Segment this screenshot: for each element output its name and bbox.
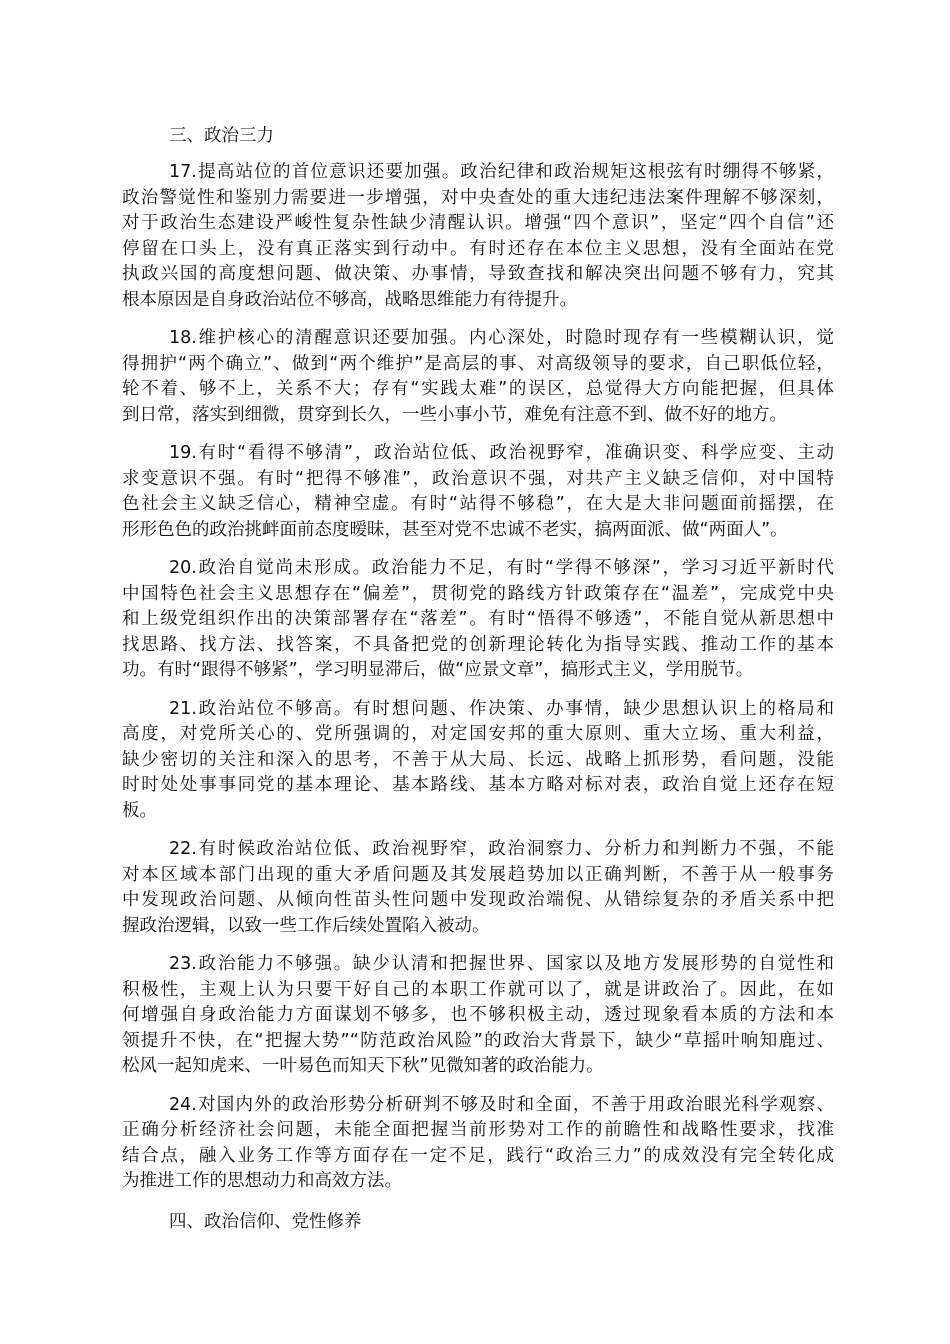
paragraph-line: 得拥护“两个确立”、做到“两个维护”是高层的事、对高级领导的要求，自己职低位轻，	[122, 353, 834, 374]
paragraph-line: 到日常，落实到细微，贯穿到长久，一些小事小节，难免有注意不到、做不好的地方。	[122, 404, 787, 425]
paragraph-20	[122, 556, 834, 684]
paragraph-line: 为推进工作的思想动力和高效方法。	[122, 1171, 402, 1191]
paragraph-line: 对于政治生态建设严峻性复杂性缺少清醒认识。增强“四个意识”，坚定“四个自信”还	[122, 213, 834, 233]
paragraph-line: 23.政治能力不够强。缺少认清和把握世界、国家以及地方发展形势的自觉性和	[169, 954, 834, 974]
paragraph-line: 领提升不快，在“把握大势”“防范政治风险”的政治大背景下，缺少“草摇叶响知鹿过、	[122, 1030, 834, 1051]
document-page	[122, 122, 834, 1237]
paragraph-line: 找思路、找方法、找答案，不具备把党的创新理论转化为指导实践、推动工作的基本	[122, 634, 834, 655]
paragraph-line: 结合点，融入业务工作等方面存在一定不足，践行“政治三力”的成效没有完全转化成	[122, 1145, 834, 1166]
paragraph-line: 20.政治自觉尚未形成。政治能力不足，有时“学得不够深”，学习习近平新时代	[169, 558, 834, 578]
paragraph-line: 何增强自身政治能力方面谋划不够多，也不够积极主动，透过现象看本质的方法和本	[122, 1005, 834, 1025]
paragraph-line: 积极性，主观上认为只要干好自己的本职工作就可以了，就是讲政治了。因此，在如	[122, 979, 834, 1000]
paragraph-line: 高度，对党所关心的、党所强调的，对定国安邦的重大原则、重大立场、重大利益，	[122, 724, 834, 744]
paragraph-line: 对本区域本部门出现的重大矛盾问题及其发展趋势加以正确判断，不善于从一般事务	[122, 864, 834, 885]
paragraph-line: 求变意识不强。有时“把得不够准”，政治意识不强，对共产主义缺乏信仰，对中国特	[122, 468, 834, 489]
paragraph-line: 政治警觉性和鉴别力需要进一步增强，对中央查处的重大违纪违法案件理解不够深刻，	[122, 187, 834, 208]
paragraph-19	[122, 441, 834, 543]
paragraph-line: 24.对国内外的政治形势分析研判不够及时和全面，不善于用政治眼光科学观察、	[169, 1094, 834, 1115]
paragraph-line: 和上级党组织作出的决策部署存在“落差”。有时“悟得不够透”，不能自觉从新思想中	[122, 609, 834, 629]
section-heading-political-three-capabilities: 三、政治三力	[169, 126, 274, 146]
paragraph-line: 松风一起知虎来、一叶易色而知天下秋”见微知著的政治能力。	[122, 1056, 604, 1076]
paragraph-line: 中发现政治问题、从倾向性苗头性问题中发现政治端倪、从错综复杂的矛盾关系中把	[122, 890, 834, 910]
paragraph-line: 停留在口头上，没有真正落实到行动中。有时还存在本位主义思想，没有全面站在党	[122, 238, 834, 259]
paragraph-line: 中国特色社会主义思想存在“偏差”，贯彻党的路线方针政策存在“温差”，完成党中央	[122, 583, 834, 604]
paragraph-line: 17.提高站位的首位意识还要加强。政治纪律和政治规矩这根弦有时绷得不够紧，	[169, 162, 834, 182]
paragraph-line: 握政治逻辑，以致一些工作后续处置陷入被动。	[122, 915, 490, 936]
paragraph-line: 板。	[122, 800, 157, 821]
section-heading-political-belief-party-spirit: 四、政治信仰、党性修养	[169, 1211, 362, 1232]
paragraph-line: 功。有时“跟得不够紧”，学习明显滞后，做“应景文章”，搞形式主义，学用脱节。	[122, 660, 754, 680]
paragraph-line: 21.政治站位不够高。有时想问题、作决策、办事情，缺少思想认识上的格局和	[169, 698, 834, 719]
paragraph-line: 时时处处事事同党的基本理论、基本路线、基本方略对标对表，政治自觉上还存在短	[122, 775, 834, 795]
paragraph-line: 执政兴国的高度想问题、做决策、办事情，导致查找和解决突出问题不够有力，究其	[122, 264, 834, 284]
paragraph-line: 缺少密切的关注和深入的思考，不善于从大局、长远、战略上抓形势，看问题，没能	[122, 749, 834, 770]
paragraph-21	[122, 697, 834, 825]
paragraph-line: 19.有时“看得不够清”，政治站位低、政治视野窄，准确识变、科学应变、主动	[169, 443, 834, 463]
paragraph-24	[122, 1093, 834, 1195]
paragraph-line: 色社会主义缺乏信心，精神空虚。有时“站得不够稳”，在大是大非问题面前摇摆，在	[122, 494, 834, 514]
paragraph-23	[122, 952, 834, 1080]
paragraph-line: 根本原因是自身政治站位不够高，战略思维能力有待提升。	[122, 289, 577, 310]
paragraph-line: 22.有时候政治站位低、政治视野窄，政治洞察力、分析力和判断力不强，不能	[169, 839, 834, 859]
paragraph-18	[122, 326, 834, 428]
paragraph-line: 18.维护核心的清醒意识还要加强。内心深处，时隐时现存有一些模糊认识，觉	[169, 328, 834, 348]
paragraph-line: 正确分析经济社会问题，未能全面把握当前形势对工作的前瞻性和战略性要求，找准	[122, 1120, 834, 1140]
paragraph-22	[122, 837, 834, 939]
paragraph-line: 轮不着、够不上，关系不大；存有“实践太难”的误区，总觉得大方向能把握，但具体	[122, 379, 834, 399]
paragraph-17	[122, 160, 834, 313]
paragraph-line: 形形色色的政治挑衅面前态度暧昧，甚至对党不忠诚不老实，搞两面派、做“两面人”。	[122, 519, 788, 540]
